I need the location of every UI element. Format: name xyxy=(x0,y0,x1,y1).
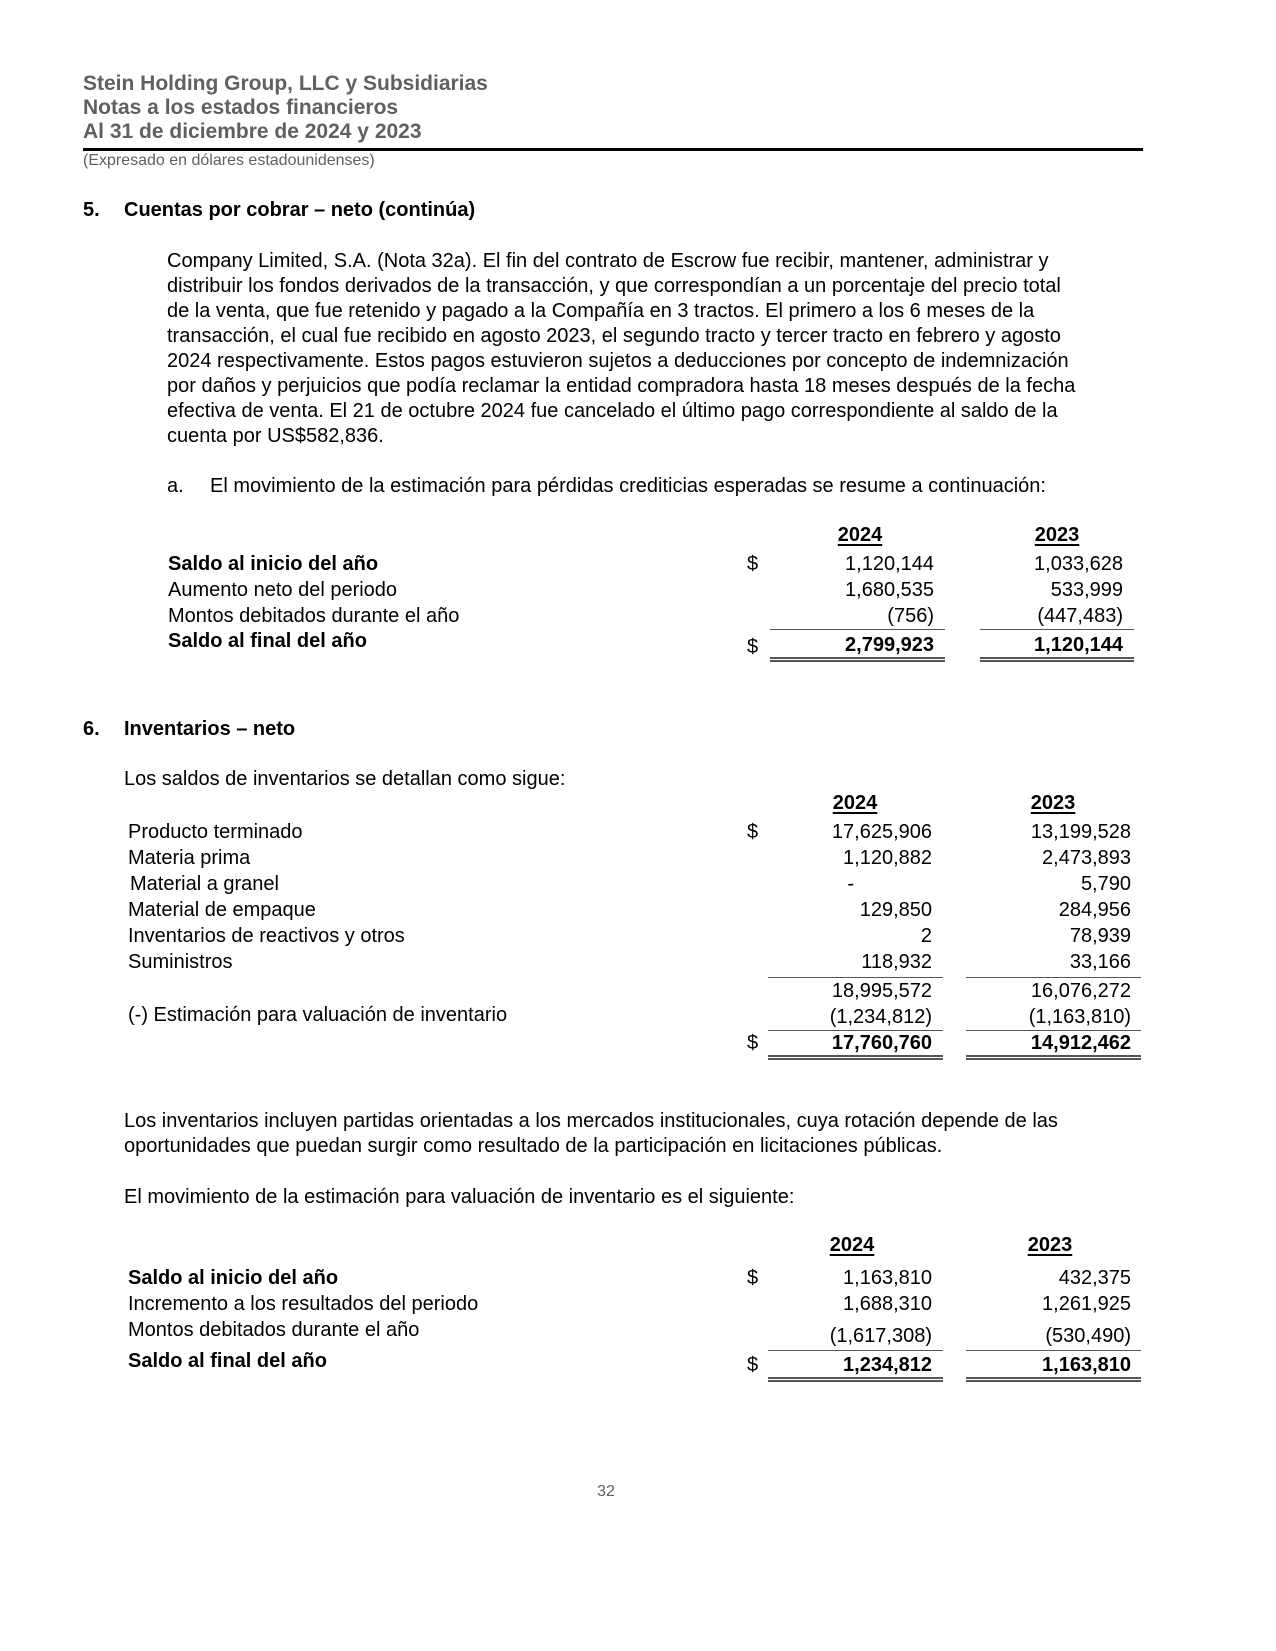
section-number: 6. xyxy=(83,718,100,740)
row-label: Inventarios de reactivos y otros xyxy=(128,925,405,947)
value-2023: 533,999 xyxy=(1050,579,1123,601)
value-2023: 33,166 xyxy=(1069,951,1131,973)
paragraph-line: efectiva de venta. El 21 de octubre 2024 fue cancelado el último pago correspondiente al saldo de la xyxy=(167,400,1058,422)
column-header-2023: 2023 xyxy=(1027,1234,1073,1256)
section-number: 5. xyxy=(83,199,100,221)
row-label: Producto terminado xyxy=(128,821,303,843)
column-header-2023: 2023 xyxy=(1030,792,1076,814)
note-line: oportunidades que puedan surgir como resultado de la participación en licitaciones públicas. xyxy=(124,1135,943,1157)
currency-symbol: $ xyxy=(747,1354,759,1376)
value-2023: 5,790 xyxy=(1080,873,1131,895)
value-2024: (1,234,812) xyxy=(829,1006,932,1028)
value-2024: (756) xyxy=(887,605,934,627)
subtotal-2023: 16,076,272 xyxy=(1030,980,1131,1002)
row-label: Saldo al inicio del año xyxy=(168,553,379,575)
row-label: Materia prima xyxy=(128,847,251,869)
column-header-2024: 2024 xyxy=(832,792,878,814)
paragraph-line: cuenta por US$582,836. xyxy=(167,425,384,447)
row-label: Saldo al inicio del año xyxy=(128,1267,339,1289)
column-header-2024: 2024 xyxy=(837,524,883,546)
value-2023: 1,033,628 xyxy=(1034,553,1123,575)
company-name: Stein Holding Group, LLC y Subsidiarias xyxy=(83,72,488,95)
value-2023: (447,483) xyxy=(1037,605,1123,627)
total-double-rule xyxy=(768,1377,943,1382)
report-date: Al 31 de diciembre de 2024 y 2023 xyxy=(83,120,422,143)
paragraph-line: de la venta, que fue retenido y pagado a la Compañía en 3 tractos. El primero a los 6 meses de la xyxy=(167,300,1035,322)
row-label: (-) Estimación para valuación de inventario xyxy=(128,1004,508,1026)
table-row xyxy=(0,1291,1276,1317)
section-title: Inventarios – neto xyxy=(124,718,296,740)
value-2024: 129,850 xyxy=(859,899,932,921)
row-label: Incremento a los resultados del periodo xyxy=(128,1293,479,1315)
row-label: Montos debitados durante el año xyxy=(168,605,460,627)
value-2024: 1,680,535 xyxy=(845,579,934,601)
paragraph-line: por daños y perjuicios que podía reclamar la entidad compradora hasta 18 meses después de la fecha xyxy=(167,375,1076,397)
total-2023: 14,912,462 xyxy=(1030,1032,1131,1054)
value-2023: (1,163,810) xyxy=(1028,1006,1131,1028)
row-label: Material a granel xyxy=(130,873,279,895)
subtotal-2024: 18,995,572 xyxy=(831,980,932,1002)
row-label: Material de empaque xyxy=(128,899,316,921)
value-2023: 1,120,144 xyxy=(1034,634,1123,656)
value-2023: 432,375 xyxy=(1058,1267,1131,1289)
value-2023: 78,939 xyxy=(1069,925,1131,947)
value-2024: 1,163,810 xyxy=(843,1267,932,1289)
table-row xyxy=(0,1319,1276,1345)
currency-symbol: $ xyxy=(747,636,759,658)
paragraph-line: Company Limited, S.A. (Nota 32a). El fin del contrato de Escrow fue recibir, mantener, administrar y xyxy=(167,250,1049,272)
value-2023: (530,490) xyxy=(1045,1325,1131,1347)
value-2024: 1,688,310 xyxy=(843,1293,932,1315)
currency-symbol: $ xyxy=(747,821,759,843)
paragraph-line: transacción, el cual fue recibido en agosto 2023, el segundo tracto y tercer tracto en febrero y agosto xyxy=(167,325,1061,347)
item-text: El movimiento de la estimación para pérdidas crediticias esperadas se resume a continuación: xyxy=(210,475,1046,497)
value-2024: 118,932 xyxy=(861,951,932,973)
row-label: Suministros xyxy=(128,951,233,973)
value-2024: 17,625,906 xyxy=(831,821,932,843)
value-2023: 1,261,925 xyxy=(1042,1293,1131,1315)
currency-symbol: $ xyxy=(747,1267,759,1289)
table-row xyxy=(0,1265,1276,1291)
inventory-intro: Los saldos de inventarios se detallan como sigue: xyxy=(124,768,566,790)
value-2024: - xyxy=(847,873,854,895)
value-2024: 1,120,144 xyxy=(845,553,934,575)
document-title: Notas a los estados financieros xyxy=(83,96,399,119)
total-2024: 17,760,760 xyxy=(831,1032,932,1054)
currency-symbol: $ xyxy=(747,1032,759,1054)
paragraph-line: distribuir los fondos derivados de la transacción, y que correspondían a un porcentaje del precio total xyxy=(167,275,1061,297)
column-header-2023: 2023 xyxy=(1034,524,1080,546)
paragraph-line: 2024 respectivamente. Estos pagos estuvieron sujetos a deducciones por concepto de indemnización xyxy=(167,350,1069,372)
value-2024: 2 xyxy=(920,925,932,947)
value-2023: 13,199,528 xyxy=(1030,821,1131,843)
value-2024: 2,799,923 xyxy=(845,634,934,656)
table-row xyxy=(0,1350,1276,1376)
column-header-2024: 2024 xyxy=(829,1234,875,1256)
movement-intro: El movimiento de la estimación para valuación de inventario es el siguiente: xyxy=(124,1186,795,1208)
row-label: Aumento neto del periodo xyxy=(168,579,398,601)
note-line: Los inventarios incluyen partidas orientadas a los mercados institucionales, cuya rotación depende de las xyxy=(124,1110,1058,1132)
value-2024: 1,120,882 xyxy=(843,847,932,869)
item-marker: a. xyxy=(167,475,184,497)
value-2024: 1,234,812 xyxy=(843,1354,932,1376)
row-label: Saldo al final del año xyxy=(128,1350,327,1372)
value-2023: 2,473,893 xyxy=(1042,847,1131,869)
page-number: 32 xyxy=(597,1483,615,1500)
currency-note: (Expresado en dólares estadounidenses) xyxy=(83,152,375,169)
section-title: Cuentas por cobrar – neto (continúa) xyxy=(124,199,476,221)
value-2023: 1,163,810 xyxy=(1042,1354,1131,1376)
row-label: Saldo al final del año xyxy=(168,630,367,652)
row-label: Montos debitados durante el año xyxy=(128,1319,420,1341)
total-double-rule xyxy=(966,1377,1141,1382)
value-2023: 284,956 xyxy=(1058,899,1131,921)
value-2024: (1,617,308) xyxy=(829,1325,932,1347)
currency-symbol: $ xyxy=(747,553,759,575)
